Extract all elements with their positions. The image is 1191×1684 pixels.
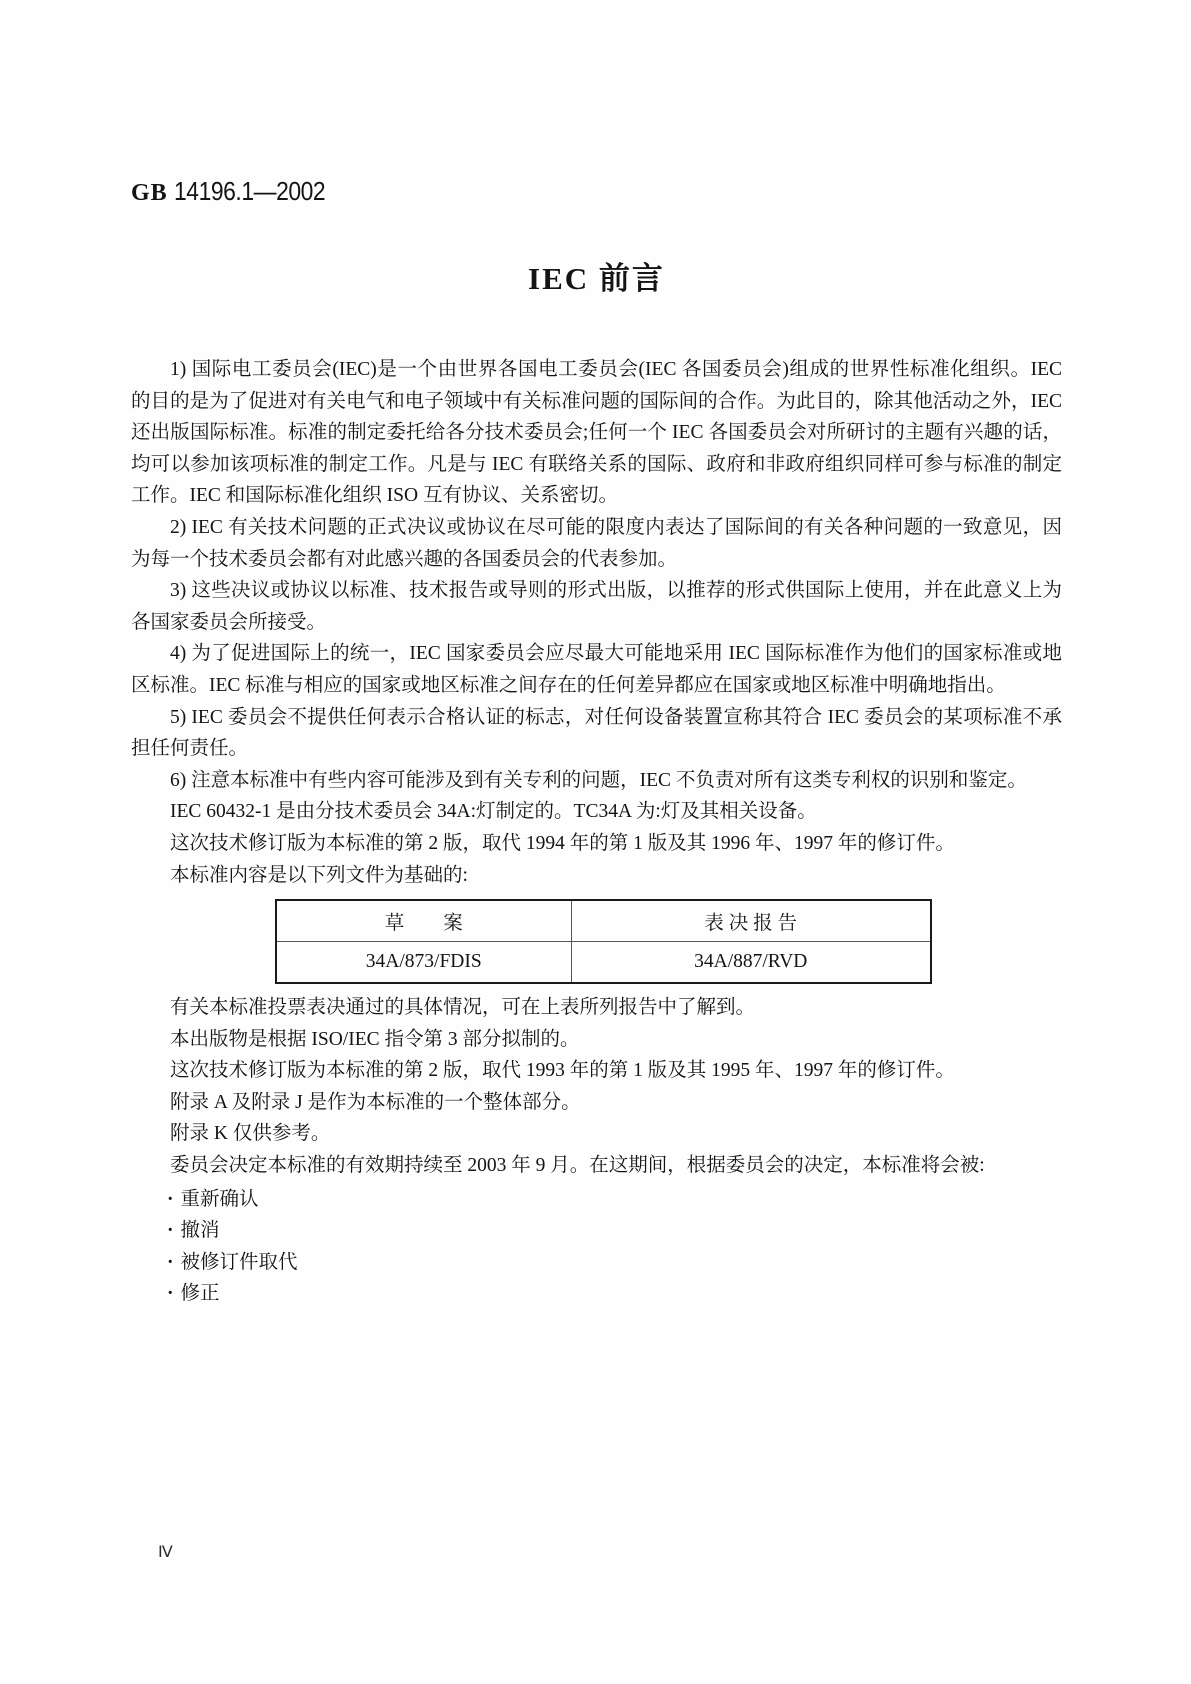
bullet-icon: · (167, 1251, 174, 1273)
paragraph-revision-1994: 这次技术修订版为本标准的第 2 版，取代 1994 年的第 1 版及其 1996 年、1997 年的修订件。 (170, 832, 955, 854)
document-number (131, 176, 346, 207)
paragraph-basis-intro: 本标准内容是以下列文件为基础的: (170, 864, 468, 886)
paragraph-iec-4: 4) 为了促进国际上的统一，IEC 国家委员会应尽最大可能地采用 IEC 国际标准作为他们的国家标准或地区标准。IEC 标准与相应的国家或地区标准之间存在的任何差异都应在国家或地区标准中明确地指出。 (131, 643, 1062, 696)
paragraph-annex-k: 附录 K 仅供参考。 (170, 1123, 331, 1145)
page-content (131, 253, 1062, 1310)
table-cell-voting-report-value: 34A/887/RVD (571, 942, 931, 984)
list-item-reconfirm (131, 1184, 1062, 1216)
bullet-icon: · (167, 1188, 174, 1210)
bullet-icon: · (167, 1283, 174, 1305)
paragraph-iec-5: 5) IEC 委员会不提供任何表示合格认证的标志，对任何设备装置宣称其符合 IEC 委员会的某项标准不承担任何责任。 (131, 706, 1062, 760)
paragraph-validity: 委员会决定本标准的有效期持续至 2003 年 9 月。在这期间，根据委员会的决定，本标准将会被: (170, 1155, 985, 1177)
list-item-text: 被修订件取代 (180, 1251, 298, 1273)
document-number-prefix: GB (131, 180, 168, 206)
list-item-replaced-by-amendment (131, 1247, 1062, 1279)
revision-options-list (131, 1184, 1062, 1310)
paragraph-iec-3: 3) 这些决议或协议以标准、技术报告或导则的形式出版，以推荐的形式供国际上使用，并在此意义上为各国家委员会所接受。 (131, 580, 1062, 633)
page-title: IEC 前言 (528, 261, 665, 296)
list-item-text: 重新确认 (180, 1188, 259, 1210)
table-row (276, 942, 931, 984)
paragraph-iec-1: 1) 国际电工委员会(IEC)是一个由世界各国电工委员会(IEC 各国委员会)组成的世界性标准化组织。IEC 的目的是为了促进对有关电气和电子领域中有关标准问题的国际间的合作。为此目的，除其他活动之外，IEC 还出版国际标准。标准的制定委托给各分技术委员会;任何一个 IEC 各国委员会对所研讨的主题有兴趣的话，均可以参加该项标准的制定工作。凡是与 IEC 有联络关系的国际、政府和非政府组织同样可参与标准的制定工作。IEC 和国际标准化组织 ISO 互有协议、关系密切。 (131, 359, 1062, 507)
bullet-icon: · (167, 1220, 174, 1242)
table-header-voting-report: 表 决 报 告 (571, 900, 931, 942)
document-number-value: 14196.1—2002 (173, 176, 325, 206)
list-item-withdraw (131, 1215, 1062, 1247)
paragraph-iso-iec-directives: 本出版物是根据 ISO/IEC 指令第 3 部分拟制的。 (170, 1028, 580, 1050)
table-header-draft: 草 案 (276, 900, 571, 942)
paragraph-iec-6: 6) 注意本标准中有些内容可能涉及到有关专利的问题，IEC 不负责对所有这类专利权的识别和鉴定。 (170, 769, 1027, 791)
list-item-text: 修正 (180, 1283, 220, 1305)
table-cell-draft-value: 34A/873/FDIS (276, 942, 571, 984)
paragraph-annex-a-j: 附录 A 及附录 J 是作为本标准的一个整体部分。 (170, 1091, 581, 1113)
paragraph-committee: IEC 60432-1 是由分技术委员会 34A:灯制定的。TC34A 为:灯及其相关设备。 (170, 801, 817, 823)
paragraph-revision-1993: 这次技术修订版为本标准的第 2 版，取代 1993 年的第 1 版及其 1995 年、1997 年的修订件。 (170, 1060, 955, 1082)
list-item-text: 撤消 (180, 1220, 220, 1242)
paragraph-iec-2: 2) IEC 有关技术问题的正式决议或协议在尽可能的限度内表达了国际间的有关各种问题的一致意见，因为每一个技术委员会都有对此感兴趣的各国委员会的代表参加。 (131, 516, 1062, 570)
basis-documents-table (275, 899, 932, 984)
page-number: Ⅳ (158, 1544, 173, 1561)
paragraph-voting-info: 有关本标准投票表决通过的具体情况，可在上表所列报告中了解到。 (170, 997, 756, 1019)
table-header-row (276, 900, 931, 942)
list-item-amend (131, 1278, 1062, 1310)
